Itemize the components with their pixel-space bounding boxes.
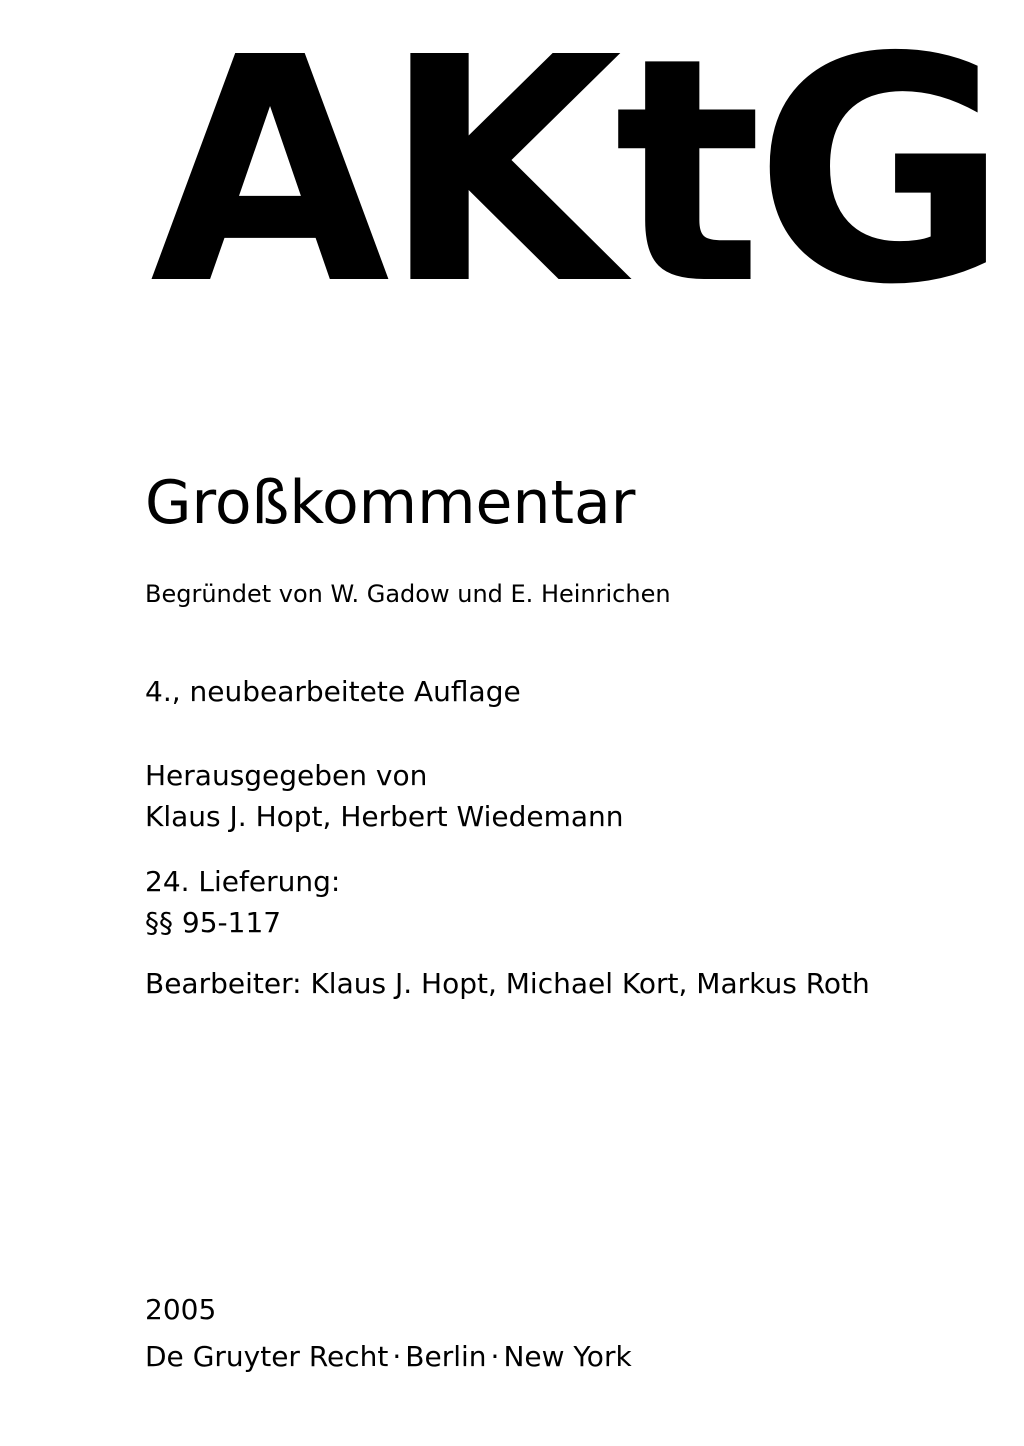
editors: Klaus J. Hopt, Herbert Wiedemann [145,800,624,833]
book-subtitle: Großkommentar [145,468,636,538]
founded-by: Begründet von W. Gadow und E. Heinrichen [145,580,671,608]
publisher-line [145,1337,632,1378]
publication-year: 2005 [145,1293,217,1326]
authors: Bearbeiter: Klaus J. Hopt, Michael Kort, Markus Roth [145,967,870,1000]
book-title: AKtG [150,0,1001,353]
publisher-name: De Gruyter Recht [145,1340,389,1373]
publisher-city-berlin: Berlin [405,1340,487,1373]
publisher-city-new-york: New York [503,1340,632,1373]
separator-dot: · [392,1340,402,1373]
delivery-label: 24. Lieferung: [145,865,341,898]
editors-label: Herausgegeben von [145,759,428,792]
sections: §§ 95-117 [145,906,282,939]
separator-dot: · [490,1340,500,1373]
edition: 4., neubearbeitete Auflage [145,675,521,708]
